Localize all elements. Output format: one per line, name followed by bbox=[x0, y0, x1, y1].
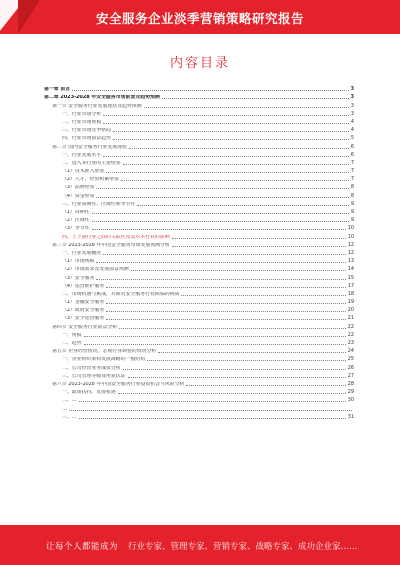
toc-entry[interactable] bbox=[44, 248, 354, 256]
toc-entry[interactable] bbox=[44, 150, 354, 158]
toc-entry[interactable] bbox=[44, 158, 354, 166]
toc-entry[interactable] bbox=[44, 330, 354, 338]
toc-entry-page: 7 bbox=[350, 176, 354, 183]
toc-entry[interactable] bbox=[44, 362, 354, 370]
toc-entry-page: 7 bbox=[350, 168, 354, 175]
toc-entry-label: … bbox=[62, 406, 67, 412]
toc-entry-label: 第六节 2023-2028 年中国安全服务行业投资机会与风险分析 bbox=[52, 381, 185, 387]
toc-dot-leader bbox=[144, 107, 349, 108]
toc-entry-page: 20 bbox=[347, 307, 354, 314]
toc-dot-leader bbox=[106, 172, 349, 173]
toc-entry[interactable] bbox=[44, 305, 354, 313]
toc-entry-page: 23 bbox=[347, 340, 354, 346]
toc-entry[interactable] bbox=[44, 289, 354, 297]
toc-dot-leader bbox=[92, 229, 346, 230]
toc-entry[interactable] bbox=[44, 223, 354, 231]
toc-entry[interactable] bbox=[44, 371, 354, 379]
table-of-contents bbox=[44, 84, 354, 420]
toc-entry[interactable] bbox=[44, 84, 354, 92]
toc-entry[interactable] bbox=[44, 338, 354, 346]
footer-slogan: 让每个人都能成为 bbox=[46, 542, 119, 552]
toc-entry-label: （2）政府安全服务 bbox=[62, 308, 105, 314]
toc-dot-leader bbox=[84, 344, 346, 345]
toc-entry-page: 10 bbox=[347, 225, 354, 232]
toc-dot-leader bbox=[106, 287, 346, 288]
toc-dot-leader bbox=[172, 246, 346, 247]
toc-dot-leader bbox=[106, 319, 346, 320]
toc-dot-leader bbox=[96, 262, 345, 263]
toc-entry-page: 4 bbox=[350, 127, 354, 134]
footer-banner bbox=[0, 525, 400, 565]
toc-entry[interactable] bbox=[44, 182, 354, 190]
toc-entry-label: 三、行业市场竞争格局 bbox=[62, 128, 111, 134]
toc-dot-leader bbox=[118, 393, 346, 394]
toc-dot-leader bbox=[131, 270, 346, 271]
toc-entry-label: 三、… bbox=[62, 414, 77, 420]
toc-entry[interactable] bbox=[44, 354, 354, 362]
toc-dot-leader bbox=[79, 401, 346, 402]
toc-entry-label: 二、市场机遇与挑战，并面对安全服务行业面临的挑战 bbox=[62, 291, 180, 297]
toc-entry-page: 27 bbox=[347, 372, 354, 379]
toc-dot-leader bbox=[103, 123, 349, 124]
toc-entry-label: （1）技术准入壁垒 bbox=[62, 169, 105, 175]
toc-entry-page: 18 bbox=[347, 290, 354, 297]
toc-entry[interactable] bbox=[44, 174, 354, 182]
toc-dot-leader bbox=[103, 115, 349, 116]
toc-entry-label: 一、政策扶持、发展机遇 bbox=[62, 390, 116, 396]
toc-entry-page: 22 bbox=[347, 323, 354, 330]
toc-dot-leader bbox=[137, 205, 349, 206]
toc-entry-page: 19 bbox=[347, 299, 354, 306]
toc-entry-page: 7 bbox=[350, 159, 354, 166]
toc-entry-page: 9 bbox=[350, 217, 354, 224]
toc-dot-leader bbox=[181, 295, 345, 296]
toc-dot-leader bbox=[72, 90, 348, 91]
toc-entry[interactable] bbox=[44, 199, 354, 207]
toc-entry-label: 第五节 企业经营情况，宏观行业调整的情况分析 bbox=[52, 349, 157, 355]
toc-entry[interactable] bbox=[44, 346, 354, 354]
toc-dot-leader bbox=[186, 385, 345, 386]
toc-dot-leader bbox=[103, 156, 349, 157]
toc-dot-leader bbox=[96, 188, 348, 189]
toc-entry[interactable] bbox=[44, 272, 354, 280]
toc-entry-page: 14 bbox=[347, 266, 354, 273]
toc-dot-leader bbox=[106, 303, 346, 304]
toc-entry[interactable] bbox=[44, 387, 354, 395]
toc-entry-label: 一、行业市场分析 bbox=[62, 111, 102, 117]
toc-entry-page: 10 bbox=[347, 233, 354, 240]
toc-dot-leader bbox=[84, 336, 346, 337]
toc-dot-leader bbox=[128, 377, 346, 378]
toc-dot-leader bbox=[103, 254, 346, 255]
toc-entry[interactable] bbox=[44, 403, 354, 411]
toc-entry-page: 31 bbox=[347, 413, 354, 420]
toc-entry-label: （2）人才、经验积累壁垒 bbox=[62, 177, 119, 183]
toc-entry-label: 第二节 国内安全服务行业发展现状 bbox=[52, 144, 127, 150]
toc-entry-label: （1）金融安全服务 bbox=[62, 300, 105, 306]
toc-entry-label: （3）品牌壁垒 bbox=[62, 185, 95, 191]
toc-entry-label: 第三节 2023-2028 年中国安全服务市场发展预测分析 bbox=[52, 242, 170, 248]
toc-entry-page: 26 bbox=[347, 364, 354, 371]
toc-entry[interactable] bbox=[44, 215, 354, 223]
toc-dot-leader bbox=[162, 98, 349, 99]
toc-dot-leader bbox=[69, 410, 352, 411]
toc-entry-page: 22 bbox=[347, 331, 354, 338]
toc-entry-page: 3 bbox=[350, 110, 354, 117]
toc-dot-leader bbox=[96, 197, 348, 198]
toc-entry-page: 9 bbox=[350, 209, 354, 215]
toc-entry-page: 28 bbox=[347, 380, 354, 387]
toc-entry-page: 8 bbox=[350, 184, 354, 191]
toc-entry-label: （1）周期性 bbox=[62, 210, 90, 215]
toc-entry-page: 12 bbox=[347, 241, 354, 248]
toc-dot-leader bbox=[129, 148, 349, 149]
toc-entry[interactable] bbox=[44, 166, 354, 174]
toc-entry-page: 3 bbox=[350, 102, 354, 109]
toc-entry-page: 15 bbox=[347, 274, 354, 281]
toc-entry-label: 二、趋势 bbox=[62, 341, 82, 346]
toc-entry-label: （3）季节性 bbox=[62, 226, 90, 232]
toc-entry-page: 8 bbox=[350, 192, 354, 199]
toc-entry-page: 6 bbox=[350, 151, 354, 158]
toc-entry-page: 3 bbox=[350, 94, 354, 101]
toc-dot-leader bbox=[119, 328, 346, 329]
toc-entry-label: （4）资金壁垒 bbox=[62, 193, 95, 199]
toc-entry-label: 二、行业市场规模 bbox=[62, 119, 102, 125]
toc-entry-page: 25 bbox=[347, 356, 354, 363]
toc-entry[interactable] bbox=[44, 125, 354, 133]
toc-entry[interactable] bbox=[44, 281, 354, 289]
toc-entry[interactable] bbox=[44, 321, 354, 329]
toc-entry-label: 第一章 前言 bbox=[44, 87, 71, 93]
toc-entry[interactable] bbox=[44, 141, 354, 149]
toc-entry[interactable] bbox=[44, 313, 354, 321]
toc-entry-page: 30 bbox=[347, 397, 354, 404]
toc-entry[interactable] bbox=[44, 412, 354, 420]
toc-entry[interactable] bbox=[44, 207, 354, 215]
toc-entry-page: 6 bbox=[350, 143, 354, 150]
toc-dot-leader bbox=[121, 180, 349, 181]
toc-entry-label: 四、上下游行业之间的关联性及其对本行业的影响 bbox=[62, 234, 170, 240]
toc-entry[interactable] bbox=[44, 240, 354, 248]
toc-entry[interactable] bbox=[44, 264, 354, 272]
toc-entry-label: 三、公司管理等级及所获认证 bbox=[62, 373, 126, 379]
toc-entry[interactable] bbox=[44, 92, 354, 100]
report-title: 安全服务企业淡季营销策略研究报告 bbox=[95, 11, 304, 26]
toc-dot-leader bbox=[123, 369, 346, 370]
toc-entry-label: 二、进入本行业的主要壁垒 bbox=[62, 160, 121, 166]
header-banner bbox=[0, 0, 400, 34]
toc-entry-label: 第四节 安全服务行业前景分析 bbox=[52, 324, 118, 330]
toc-entry-label: 二、… bbox=[62, 398, 77, 404]
toc-entry-page: 24 bbox=[347, 348, 354, 355]
toc-entry[interactable] bbox=[44, 190, 354, 198]
toc-entry-label: 第一节 安全服务行业发展现状及趋势预测 bbox=[52, 103, 142, 109]
toc-dot-leader bbox=[96, 279, 345, 280]
toc-heading: 内容目录 bbox=[169, 56, 230, 71]
toc-entry[interactable] bbox=[44, 395, 354, 403]
toc-dot-leader bbox=[113, 131, 349, 132]
toc-entry-page: 5 bbox=[350, 135, 354, 142]
toc-entry-page: 17 bbox=[347, 282, 354, 289]
toc-entry-label: （3）安全服务 bbox=[62, 275, 95, 281]
toc-dot-leader bbox=[123, 164, 349, 165]
toc-dot-leader bbox=[113, 139, 349, 140]
toc-entry-label: 一、行业发展水平 bbox=[62, 152, 102, 158]
toc-entry-label: 四、行业市场前景趋势 bbox=[62, 136, 111, 142]
toc-entry-label: （2）市场需求及发展前景预测 bbox=[62, 267, 129, 273]
toc-entry-label: 三、行业周期性、区域性和季节性 bbox=[62, 201, 136, 207]
toc-dot-leader bbox=[79, 418, 346, 419]
toc-entry-page: 9 bbox=[350, 200, 354, 207]
toc-entry-label: 第二章 2023-2028 年安全服务市场前景及趋势预测 bbox=[44, 95, 160, 101]
toc-entry-label: （1）市场规模 bbox=[62, 259, 95, 265]
toc-entry-label: （4）运营维护服务 bbox=[62, 283, 105, 289]
toc-entry-page: 4 bbox=[350, 118, 354, 125]
toc-dot-leader bbox=[92, 221, 349, 222]
toc-entry[interactable] bbox=[44, 117, 354, 125]
toc-entry-page: 29 bbox=[347, 389, 354, 396]
toc-entry[interactable] bbox=[44, 100, 354, 108]
toc-entry-label: 一、规模 bbox=[62, 332, 82, 338]
footer-roles: 行业专家、管理专家、营销专家、战略专家、成功企业家…… bbox=[128, 542, 358, 552]
toc-dot-leader bbox=[147, 360, 346, 361]
toc-entry[interactable] bbox=[44, 231, 354, 239]
toc-entry[interactable] bbox=[44, 297, 354, 305]
toc-entry-page: 13 bbox=[347, 258, 354, 265]
toc-entry-page: 3 bbox=[350, 86, 354, 93]
toc-entry[interactable] bbox=[44, 133, 354, 141]
toc-dot-leader bbox=[172, 238, 346, 239]
toc-entry-label: 一、行业发展概况 bbox=[62, 250, 102, 256]
toc-entry[interactable] bbox=[44, 256, 354, 264]
toc-entry-page: 21 bbox=[347, 315, 354, 322]
toc-entry[interactable] bbox=[44, 109, 354, 117]
toc-entry-label: （2）区域性 bbox=[62, 218, 90, 224]
toc-dot-leader bbox=[106, 311, 346, 312]
toc-entry-page: 12 bbox=[347, 249, 354, 256]
toc-entry-label: 二、公司经营业务成效分析 bbox=[62, 365, 121, 371]
toc-dot-leader bbox=[158, 352, 346, 353]
toc-entry[interactable] bbox=[44, 379, 354, 387]
toc-dot-leader bbox=[92, 213, 349, 214]
toc-entry-label: （3）安全运营服务 bbox=[62, 316, 105, 322]
toc-entry-label: 一、企业组织架构发展战略的一般结构 bbox=[62, 357, 146, 363]
